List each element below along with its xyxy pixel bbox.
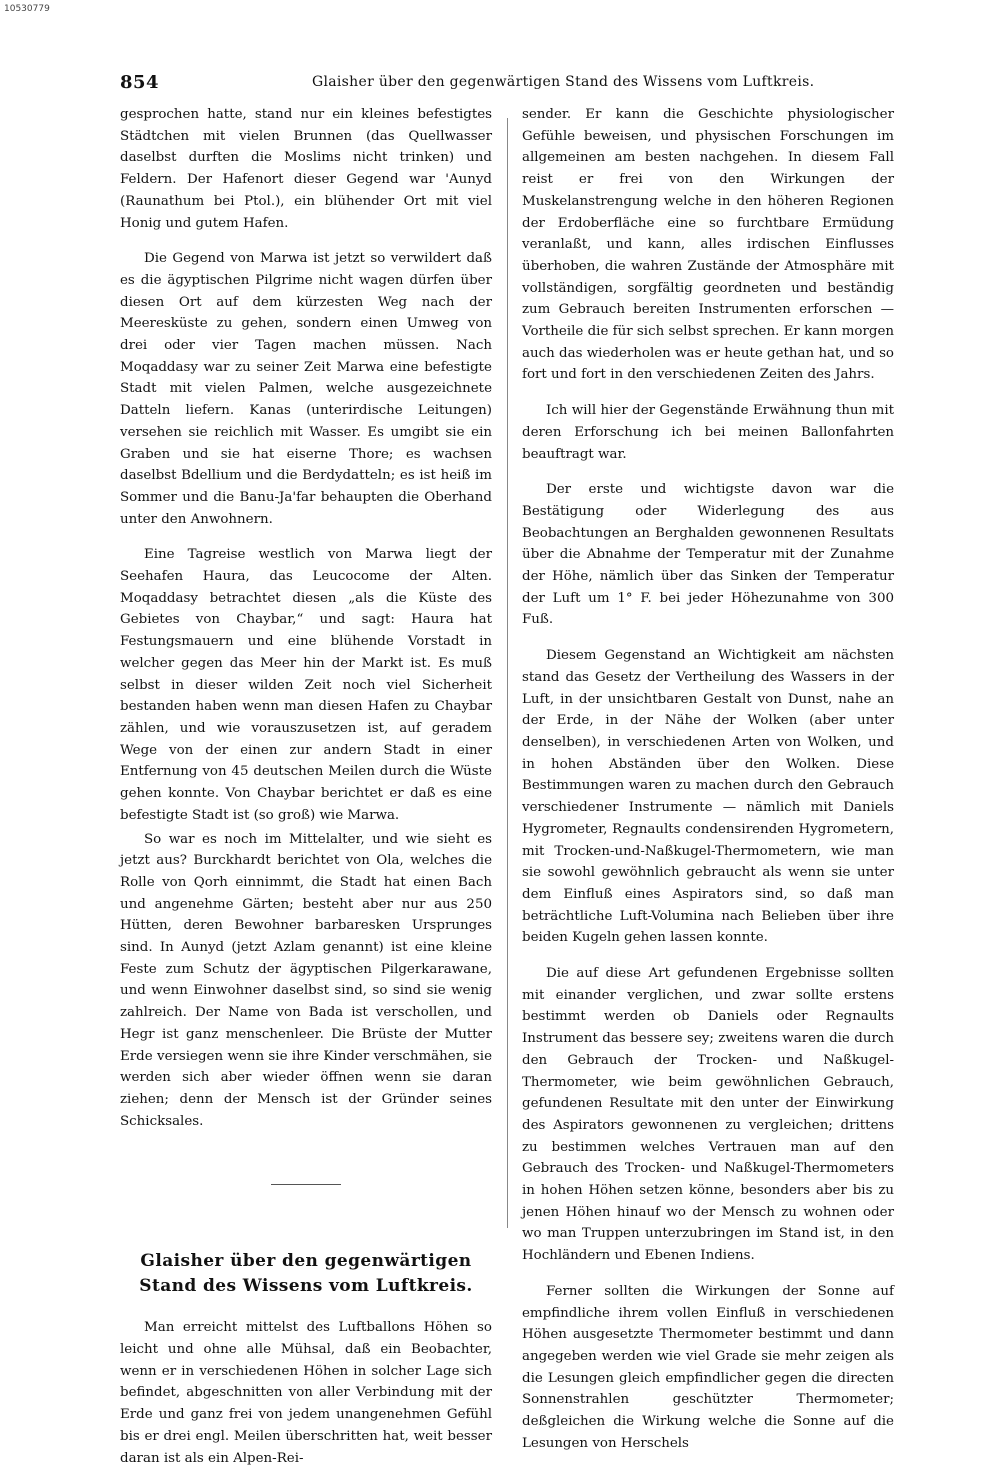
paragraph: sender. Er kann die Geschichte physiologischer Gefühle beweisen, und physischen Forschungen im allgemeinen am besten nachgehen. In diesem Fall reist er frei von den Wirkungen der Muskelanstrengung welche in den höheren Regionen der Erdoberfläche eine so furchtbare Ermüdung veranlaßt, und kann, alles irdischen Einflusses überhoben, die wahren Zustände der Atmosphäre mit vollständigen, sorgfältig geordneten und beständig zum Gebrauch bereiten Instrumenten erforschen — Vortheile die für sich selbst sprechen. Er kann morgen auch das wiederholen was er heute gethan hat, und so fort und fort in den verschiedenen Zeiten des Jahrs. xyxy=(522,107,894,383)
paragraph: Der erste und wichtigste davon war die Bestätigung oder Widerlegung des aus Beobachtungen an Berghalden gewonnenen Resultats über die Abnahme der Temperatur mit der Zunahme der Höhe, nämlich über das Sinken der Temperatur der Luft um 1° F. bei jeder Höhezunahme von 300 Fuß. xyxy=(522,482,894,628)
running-title: Glaisher über den gegenwärtigen Stand des Wissens vom Luftkreis. xyxy=(312,74,815,90)
scan-id-label: 10530779 xyxy=(4,4,50,14)
section-title: Glaisher über den gegenwärtigen Stand des Wissens vom Luftkreis. xyxy=(139,1251,473,1297)
section-divider xyxy=(271,1184,341,1185)
paragraph: Man erreicht mittelst des Luftballons Höhen so leicht und ohne alle Mühsal, daß ein Beobachter, wenn er in verschiedenen Höhen in solcher Lage sich befindet, abgeschnitten von aller Verbindung mit der Erde und ganz frei von jedem unangenehmen Gefühl bis er drei engl. Meilen überschritten hat, weit besser daran ist als ein Alpen-Rei- xyxy=(120,1320,492,1466)
page-number: 854 xyxy=(120,72,160,93)
right-column xyxy=(522,104,894,1468)
left-column xyxy=(120,104,492,1483)
paragraph: So war es noch im Mittelalter, und wie sieht es jetzt aus? Burckhardt berichtet von Ola, welches die Rolle von Qorh einnimmt, die Stadt hat einen Bach und angenehme Gärten; besteht aber nur aus 250 Hütten, deren Bewohner barbaresken Ursprunges sind. In Aunyd (jetzt Azlam genannt) ist eine kleine Feste zum Schutz der ägyptischen Pilgerkarawane, und wenn Einwohner daselbst sind, so sind sie wenig zahlreich. Der Name von Bada ist verschollen, und Hegr ist ganz menschenleer. Die Brüste der Mutter Erde versiegen wenn sie ihre Kinder verschmähen, sie werden sich aber wieder öffnen wenn sie daran ziehen; denn der Mensch ist der Gründer seines Schicksales. xyxy=(120,831,492,1129)
paragraph: Ich will hier der Gegenstände Erwähnung thun mit deren Erforschung ich bei meinen Ballonfahrten beauftragt war. xyxy=(522,403,894,462)
paragraph: Eine Tagreise westlich von Marwa liegt der Seehafen Haura, das Leucocome der Alten. Moqaddasy betrachtet diesen „als die Küste des Gebietes von Chaybar,“ und sagt: Haura hat Festungsmauern und eine blühende Vorstadt in welcher gegen das Meer hin der Markt ist. Es muß selbst in dieser wilden Zeit noch viel Sicherheit bestanden haben wenn man diesen Hafen zu Chaybar zählen, und wie vorauszusetzen ist, auf geradem Wege von der einen zur andern Stadt in einer Entfernung von 45 deutschen Meilen durch die Wüste gehen konnte. Von Chaybar berichtet er daß es eine befestigte Stadt ist (so groß) wie Marwa. xyxy=(120,547,492,823)
column-divider xyxy=(507,118,508,1228)
paragraph: Diesem Gegenstand an Wichtigkeit am nächsten stand das Gesetz der Vertheilung des Wassers in der Luft, in der unsichtbaren Gestalt von Dunst, nahe an der Erde, in der Nähe der Wolken (aber unter denselben), in verschiedenen Arten von Wolken, und in hohen Abständen über den Wolken. Diese Bestimmungen waren zu machen durch den Gebrauch verschiedener Instrumente — nämlich mit Daniels Hygrometer, Regnaults condensirenden Hygrometern, mit Trocken-und-Naßkugel-Thermometern, wie man sie sowohl gewöhnlich gebraucht als wenn sie unter dem Einfluß eines Aspirators sind, so daß man beträchtliche Luft-Volumina nach Belieben über ihre beiden Kugeln gehen lassen konnte. xyxy=(522,648,894,946)
paragraph: Ferner sollten die Wirkungen der Sonne auf empfindliche ihrem vollen Einfluß in verschiedenen Höhen ausgesetzte Thermometer bestimmt und dann angegeben werden wie viel Grade sie mehr zeigen als die Lesungen gleich empfindlicher gegen die directen Sonnenstrahlen geschützter Thermometer; deßgleichen die Wirkung welche die Sonne auf die Lesungen von Herschels xyxy=(522,1283,894,1451)
paragraph: Die auf diese Art gefundenen Ergebnisse sollten mit einander verglichen, und zwar sollte erstens bestimmt werden ob Daniels oder Regnaults Instrument das bessere sey; zweitens waren die durch den Gebrauch der Trocken- und Naßkugel-Thermometer, wie beim gewöhnlichen Gebrauch, gefundenen Resultate mit den unter der Einwirkung des Aspirators gewonnenen zu vergleichen; drittens zu bestimmen welches Vertrauen man auf den Gebrauch des Trocken- und Naßkugel-Thermometers in hohen Höhen setzen könne, besonders aber bis zu jenen Höhen hinauf wo der Mensch zu wohnen oder wo man Truppen unterzubringen im Stand ist, in den Hochländern und Ebenen Indiens. xyxy=(522,966,894,1264)
paragraph: gesprochen hatte, stand nur ein kleines befestigtes Städtchen mit vielen Brunnen (das Quellwasser daselbst durften die Moslims nicht trinken) und Feldern. Der Hafenort dieser Gegend war 'Aunyd (Raunathum bei Ptol.), ein blühender Ort mit viel Honig und gutem Hafen. xyxy=(120,107,492,231)
paragraph: Die Gegend von Marwa ist jetzt so verwildert daß es die ägyptischen Pilgrime nicht wagen dürfen über diesen Ort auf dem kürzesten Weg nach der Meeresküste zu gehen, sondern einen Umweg von drei oder vier Tagen machen müssen. Nach Moqaddasy war zu seiner Zeit Marwa eine befestigte Stadt mit vielen Palmen, welche ausgezeichnete Datteln liefern. Kanas (unterirdische Leitungen) versehen sie reichlich mit Wasser. Es umgibt sie ein Graben und sie hat eiserne Thore; es wachsen daselbst Bdellium und die Berdydatteln; es ist heiß im Sommer und die Banu-Ja'far behaupten die Oberhand unter den Anwohnern. xyxy=(120,251,492,527)
